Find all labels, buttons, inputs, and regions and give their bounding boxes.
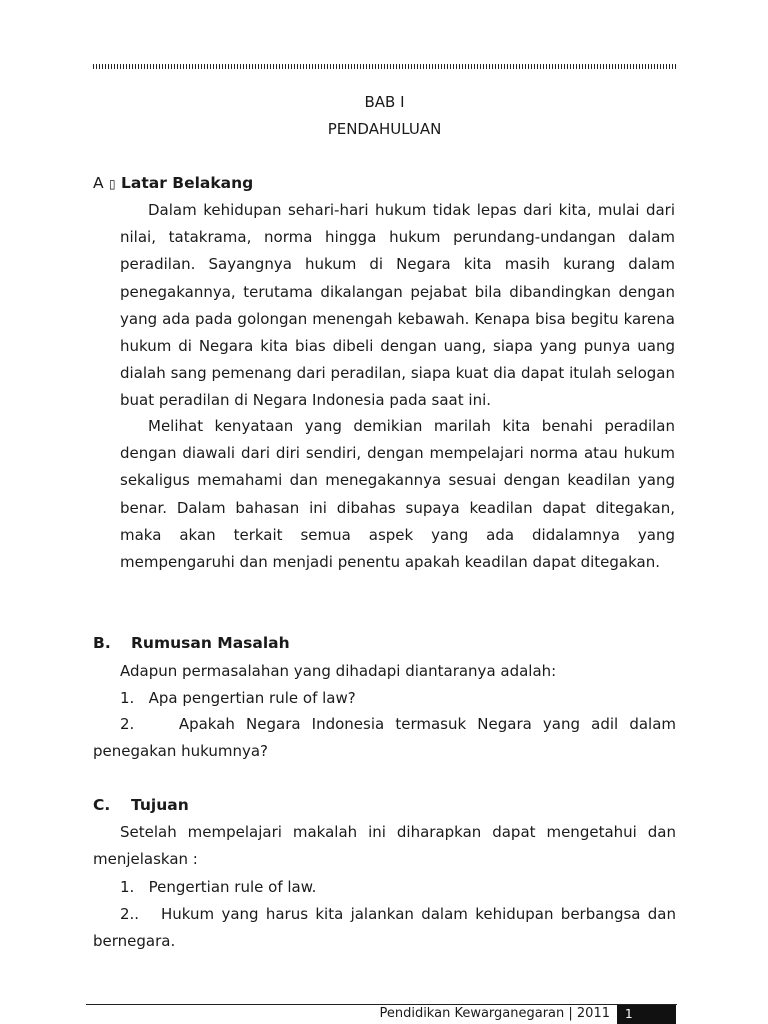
section-b-item-2 (93, 711, 676, 765)
list-item-text: Apakah Negara Indonesia termasuk Negara yang adil dalam penegakan hukumnya? (93, 715, 676, 761)
list-number: 2. (120, 715, 135, 733)
list-item-text: Hukum yang harus kita jalankan dalam kehidupan berbangsa dan bernegara. (93, 905, 676, 951)
footer-text: Pendidikan Kewarganegaran | 2011 (379, 1006, 610, 1021)
chapter-title: PENDAHULUAN (327, 120, 442, 138)
section-b-letter: B. (93, 634, 111, 652)
list-number: 2.. (120, 905, 140, 923)
section-b-intro: Adapun permasalahan yang dihadapi diantaranya adalah: (120, 662, 557, 680)
header-dotted-rule (93, 64, 676, 69)
list-number: 1. (120, 878, 135, 896)
section-c-title: Tujuan (131, 796, 189, 814)
section-a-title: Latar Belakang (121, 174, 254, 192)
list-item-text: Apa pengertian rule of law? (148, 689, 356, 707)
section-c-item-2 (93, 901, 676, 955)
missing-glyph-icon: ▯ (109, 177, 116, 191)
section-b-heading (93, 633, 290, 653)
section-c-item-1 (120, 874, 316, 901)
section-c-letter: C. (93, 796, 111, 814)
chapter-label: BAB I (364, 93, 405, 111)
list-number: 1. (120, 689, 135, 707)
list-item-text: Pengertian rule of law. (148, 878, 317, 896)
section-c-heading (93, 795, 189, 815)
section-a-paragraph-2: Melihat kenyataan yang demikian marilah kita benahi peradilan dengan diawali dari diri sendiri, dengan mempelajari norma atau hukum sekaligus memahami dan menegakannya sesuai dengan keadilan yang benar. Dalam bahasan ini dibahas supaya keadilan dapat ditegakan, maka akan terkait semua aspek yang ada didalamnya yang mempengaruhi dan menjadi penentu apakah keadilan dapat ditegakan. (120, 417, 675, 572)
section-b-item-1 (120, 685, 356, 712)
section-a-letter: A (93, 174, 104, 192)
section-c-intro: Setelah mempelajari makalah ini diharapkan dapat mengetahui dan menjelaskan : (93, 823, 676, 869)
section-a-heading (93, 173, 253, 194)
page-number: 1 (617, 1005, 676, 1024)
section-b-title: Rumusan Masalah (131, 634, 290, 652)
section-a-paragraph-1: Dalam kehidupan sehari-hari hukum tidak lepas dari kita, mulai dari nilai, tatakrama, norma hingga hukum perundang-undangan dalam peradilan. Sayangnya hukum di Negara kita masih kurang dalam penegakannya, terutama dikalangan pejabat bila dibandingkan dengan yang ada pada golongan menengah kebawah. Kenapa bisa begitu karena hukum di Negara kita bias dibeli dengan uang, siapa yang punya uang dialah sang pemenang dari peradilan, siapa kuat dia dapat itulah selogan buat peradilan di Negara Indonesia pada saat ini. (120, 201, 675, 410)
